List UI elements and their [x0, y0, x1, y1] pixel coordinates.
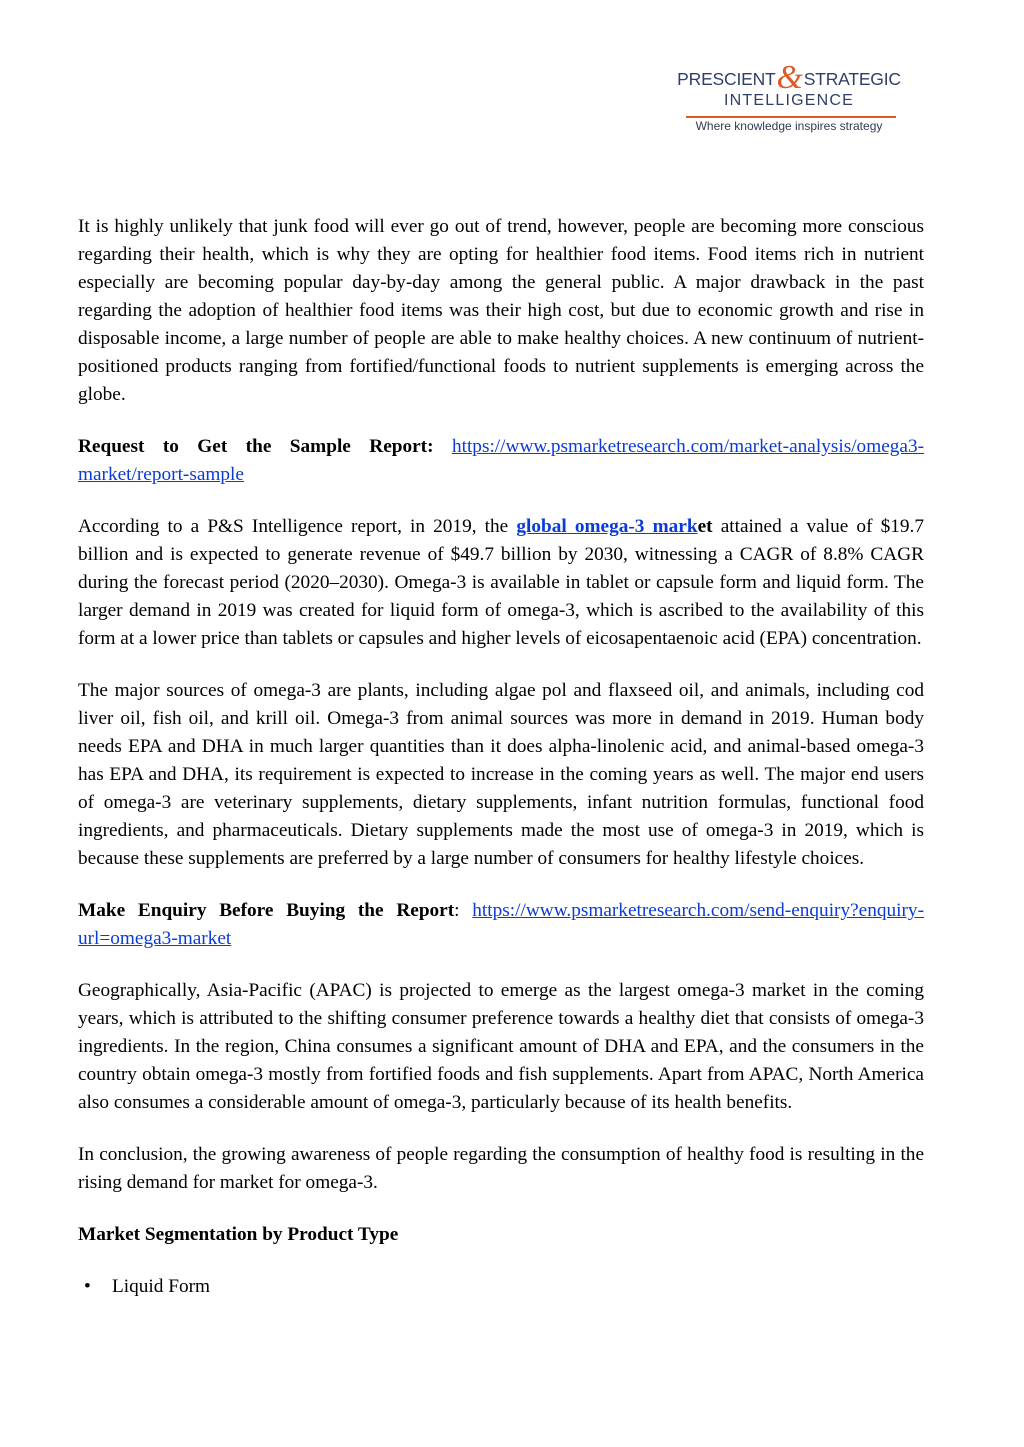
market-size-text: attained a value of $19.7 billion and is expected to generate revenue of $49.7 billion by 2030, witnessing a CAGR of 8.8% CAGR during the forecast period (2020–2030). Omega-3 is available in tablet or capsule form and liquid form. The larger demand in 2019 was created for liquid form of omega-3, which is ascribed to the availability of this form at a lower price than tablets or capsules and higher levels of eicosapentaenoic acid (EPA) concentration.	[78, 516, 924, 649]
enquiry-separator: :	[454, 900, 473, 921]
sample-request-paragraph	[78, 433, 924, 489]
intro-paragraph: It is highly unlikely that junk food will ever go out of trend, however, people are becoming more conscious regarding their health, which is why they are opting for healthier food items. Food items rich in nutrient especially are becoming popular day-by-day among the general public. A major drawback in the past regarding the adoption of healthier food items was their high cost, but due to economic growth and rise in disposable income, a large number of people are able to make healthy choices. A new continuum of nutrient-positioned products ranging from fortified/functional foods to nutrient supplements is emerging across the globe.	[78, 216, 924, 405]
conclusion-paragraph: In conclusion, the growing awareness of people regarding the consumption of healthy food is resulting in the rising demand for market for omega-3.	[78, 1144, 924, 1193]
market-size-intro: According to a P&S Intelligence report, in 2019, the	[78, 516, 517, 537]
logo-wordmark	[676, 59, 902, 96]
article-body	[78, 213, 924, 1301]
enquiry-link[interactable]: https://www.psmarketresearch.com/send-enquiry?enquiry-url=omega3-market	[78, 900, 924, 949]
market-link-tail: et	[697, 516, 713, 537]
enquiry-label: Make Enquiry Before Buying the Report	[78, 900, 455, 921]
company-logo	[676, 59, 902, 138]
sample-request-label: Request to Get the Sample Report:	[78, 436, 434, 457]
segmentation-heading: Market Segmentation by Product Type	[78, 1224, 399, 1245]
logo-word-strategic: STRATEGIC	[803, 69, 901, 89]
sample-report-link[interactable]: https://www.psmarketresearch.com/market-analysis/omega3-market/report-sample	[78, 436, 925, 485]
global-omega3-market-link[interactable]: global omega-3 mark	[516, 516, 698, 537]
logo-intelligence: INTELLIGENCE	[724, 92, 854, 109]
enquiry-paragraph	[78, 897, 924, 953]
logo-ampersand: &	[776, 59, 803, 96]
logo-word-prescient: PRESCIENT	[677, 69, 776, 89]
market-size-paragraph	[78, 513, 924, 653]
list-item: • Liquid Form	[78, 1273, 924, 1301]
logo-tagline: Where knowledge inspires strategy	[695, 119, 883, 133]
segmentation-list	[78, 1273, 924, 1301]
sources-paragraph: The major sources of omega-3 are plants, including algae pol and flaxseed oil, and animals, including cod liver oil, fish oil, and krill oil. Omega-3 from animal sources was more in demand in 2019. Human body needs EPA and DHA in much larger quantities than it does alpha-linolenic acid, and animal-based omega-3 has EPA and DHA, its requirement is expected to increase in the coming years as well. The major end users of omega-3 are veterinary supplements, dietary supplements, infant nutrition formulas, functional food ingredients, and pharmaceuticals. Dietary supplements made the most use of omega-3 in 2019, which is because these supplements are preferred by a large number of consumers for healthy lifestyle choices.	[78, 680, 924, 869]
logo-divider	[686, 116, 896, 118]
geography-paragraph: Geographically, Asia-Pacific (APAC) is projected to emerge as the largest omega-3 market in the coming years, which is attributed to the shifting consumer preference towards a healthy diet that consists of omega-3 ingredients. In the region, China consumes a significant amount of DHA and EPA, and the consumers in the country obtain omega-3 mostly from fortified foods and fish supplements. Apart from APAC, North America also consumes a considerable amount of omega-3, particularly because of its health benefits.	[78, 980, 924, 1113]
